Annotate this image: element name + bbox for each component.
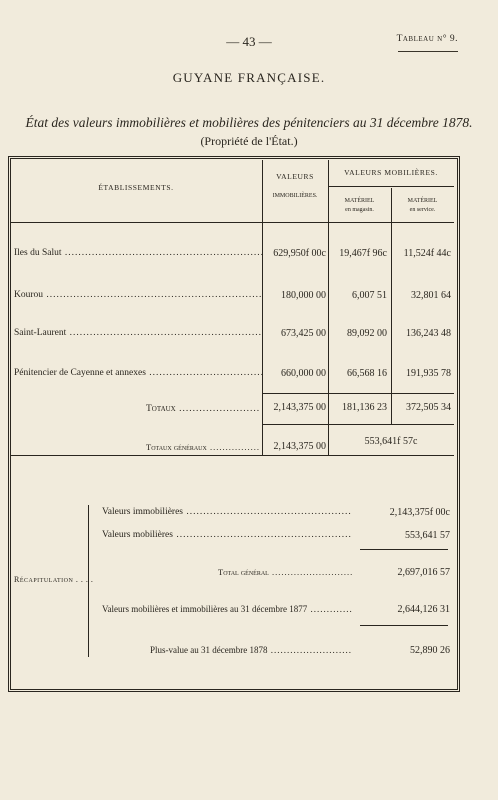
page-number: — 43 — [226,34,272,49]
subheader-service-1: MATÉRIEL [407,198,438,204]
grand-totals-top-rule [262,424,454,425]
cell-magasin: 66,568 16 [347,368,387,379]
recap-mobil-label: Valeurs mobilières ..... [102,530,352,540]
recap-label: Récapitulation . . . . [14,575,94,584]
table-bottom-rule [11,455,454,456]
recap-total-value: 2,697,016 57 [397,567,450,578]
subheader-magasin-1: MATÉRIEL [344,198,375,204]
header-mobil: VALEURS MOBILIÈRES. [344,168,438,177]
grand-totals-mobil: 553,641f 57c [364,436,418,447]
cell-immo: 629,950f 00c [273,248,326,259]
subheader-magasin-2: en magasin. [345,207,374,213]
recap-plusvalue-label: Plus-value au 31 décembre 1878 ..... [150,645,352,655]
totals-label: Totaux ..... [146,404,260,414]
recap-plusvalue-value: 52,890 26 [410,645,450,656]
header-establishments: ÉTABLISSEMENTS. [98,183,174,192]
totals-top-rule [262,393,454,394]
cell-immo: 660,000 00 [281,368,326,379]
recap-total-label: Total général ..... [218,567,352,577]
cell-magasin: 89,092 00 [347,328,387,339]
col-divider-1 [262,160,263,455]
cell-service: 136,243 48 [406,328,451,339]
row-label-kourou: Kourou ..... [14,290,262,300]
row-label-saint-laurent: Saint-Laurent ..... [14,328,262,338]
totals-magasin: 181,136 23 [342,402,387,413]
cell-service: 32,801 64 [411,290,451,301]
cell-service: 11,524f 44c [403,248,451,259]
totals-service: 372,505 34 [406,402,451,413]
row-label-cayenne: Pénitencier de Cayenne et annexes ..... [14,368,262,378]
totals-immo: 2,143,375 00 [273,402,326,413]
cell-immo: 180,000 00 [281,290,326,301]
recap-1877-label: Valeurs mobilières et immobilières au 31 décembre 1877 ..... [102,604,352,614]
header-immo-1: VALEURS [276,172,314,181]
header-bottom-rule [11,222,454,223]
recap-immo-value: 2,143,375f 00c [389,507,450,518]
subheader-service-2: en service. [409,207,436,213]
region-title: GUYANE FRANÇAISE. [172,70,326,85]
subheader-rule [328,186,454,187]
cell-magasin: 6,007 51 [352,290,387,301]
document-title: État des valeurs immobilières et mobilières des pénitenciers au 31 décembre 1878. [25,115,473,130]
row-label-iles-du-salut: Îles du Salut ..... [14,248,262,258]
recap-brace [88,505,97,657]
table-reference-rule [398,51,458,52]
cell-immo: 673,425 00 [281,328,326,339]
header-immo-2: IMMOBILIÈRES. [272,193,318,199]
recap-1877-value: 2,644,126 31 [397,604,450,615]
recap-rule-2 [360,625,448,626]
col-divider-3 [391,188,392,424]
recap-rule-1 [360,549,448,550]
recap-mobil-value: 553,641 57 [405,530,450,541]
recap-immo-label: Valeurs immobilières ..... [102,507,352,517]
cell-magasin: 19,467f 96c [339,248,387,259]
cell-service: 191,935 78 [406,368,451,379]
grand-totals-immo: 2,143,375 00 [273,441,326,452]
grand-totals-label: Totaux généraux ..... [146,442,260,452]
table-reference: Tableau n° 9. [396,34,458,44]
document-subtitle: (Propriété de l'État.) [200,134,298,148]
